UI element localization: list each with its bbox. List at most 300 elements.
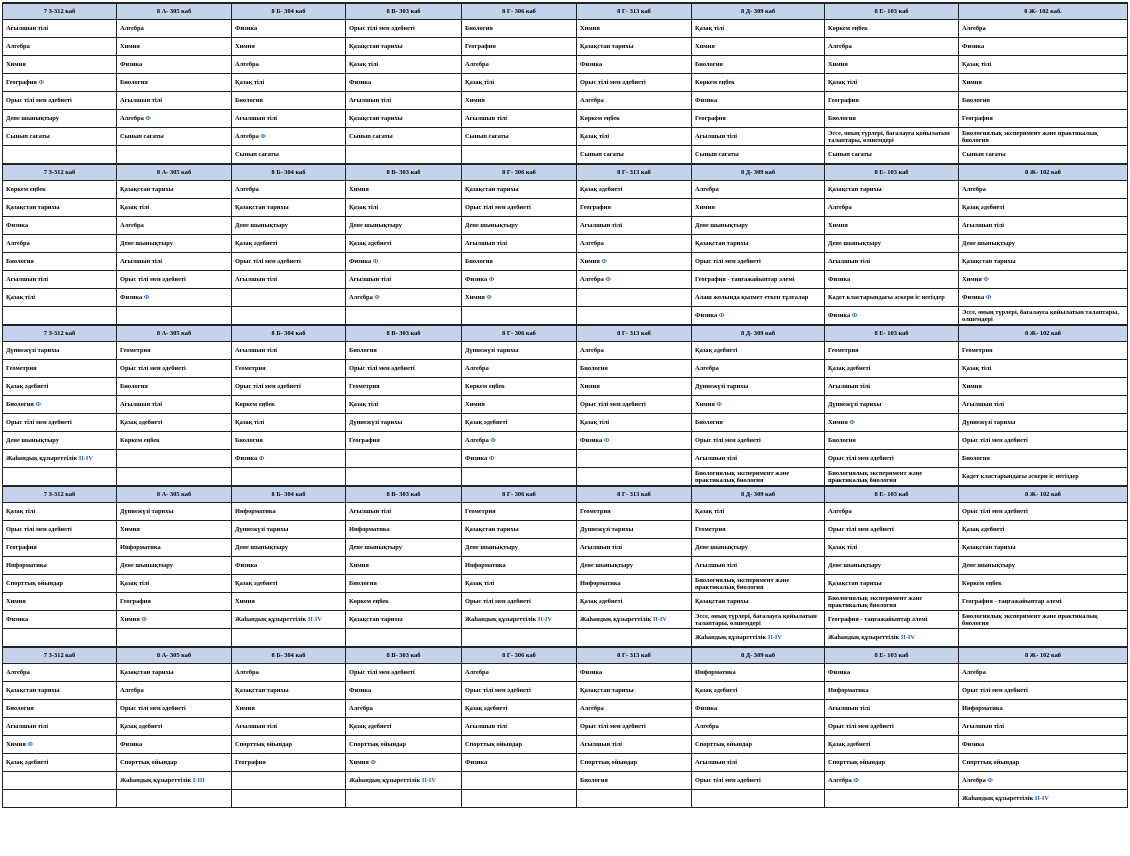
lesson-mark: Ф xyxy=(716,401,722,408)
lesson-row xyxy=(3,664,1128,682)
subject-name: Биология xyxy=(349,580,377,587)
lesson-row xyxy=(3,217,1128,235)
subject-name: Алаш жолында қызмет еткен тұлғалар xyxy=(695,294,809,301)
lesson-cell xyxy=(692,503,825,521)
lesson-row xyxy=(3,611,1128,629)
lesson-mark: Ф xyxy=(849,419,855,426)
lesson-cell xyxy=(959,217,1128,235)
lesson-cell xyxy=(346,146,462,165)
lesson-cell xyxy=(825,128,959,146)
subject-name: Жаһандық құзыреттілік xyxy=(695,634,767,641)
class-header-cell: 8 А- 305 каб xyxy=(117,647,232,664)
subject-name: Алгебра xyxy=(580,276,604,283)
subject-name: География xyxy=(465,43,496,50)
subject-name: Қазақ тілі xyxy=(120,204,150,211)
lesson-cell xyxy=(959,181,1128,199)
subject-name: География xyxy=(580,204,611,211)
subject-name: Қазақ тілі xyxy=(962,365,992,372)
lesson-cell xyxy=(462,772,577,790)
lesson-cell xyxy=(346,38,462,56)
subject-name: Алгебра xyxy=(6,43,30,50)
subject-name: Физика xyxy=(120,741,143,748)
lesson-cell xyxy=(232,378,346,396)
lesson-cell xyxy=(825,468,959,487)
subject-name: Биология xyxy=(580,777,608,784)
subject-name: Алгебра xyxy=(962,777,986,784)
subject-name: Химия xyxy=(6,741,26,748)
lesson-cell xyxy=(117,593,232,611)
lesson-row xyxy=(3,432,1128,450)
subject-name: Дене шынықтыру xyxy=(962,240,1015,247)
lesson-cell xyxy=(577,378,692,396)
lesson-cell xyxy=(577,146,692,165)
lesson-cell xyxy=(117,700,232,718)
subject-name: Ағылшын тілі xyxy=(465,115,508,122)
lesson-cell xyxy=(346,593,462,611)
lesson-mark: Ф xyxy=(488,276,495,283)
lesson-cell xyxy=(462,521,577,539)
subject-name: Алгебра xyxy=(120,222,144,229)
lesson-mark: II-IV xyxy=(307,616,323,623)
subject-name: Қазақстан тарихы xyxy=(962,258,1016,265)
lesson-mark: II-IV xyxy=(537,616,553,623)
lesson-cell xyxy=(577,307,692,326)
subject-name: Ағылшын тілі xyxy=(6,276,49,283)
lesson-cell xyxy=(959,700,1128,718)
lesson-cell xyxy=(825,539,959,557)
subject-name: Химия xyxy=(962,79,982,86)
subject-name: Қазақстан тарихы xyxy=(235,204,289,211)
lesson-cell xyxy=(3,468,117,487)
subject-name: Қазақстан тарихы xyxy=(828,186,882,193)
day-header-row xyxy=(3,647,1128,664)
lesson-row xyxy=(3,253,1128,271)
lesson-cell xyxy=(232,718,346,736)
lesson-cell xyxy=(117,629,232,648)
subject-name: Жаһандық құзыреттілік xyxy=(465,616,537,623)
subject-name: Спорттық ойындар xyxy=(580,759,638,766)
subject-name: Дене шынықтыру xyxy=(580,562,633,569)
lesson-cell xyxy=(577,38,692,56)
subject-name: Қазақстан тарихы xyxy=(465,526,519,533)
lesson-cell xyxy=(959,432,1128,450)
subject-name: Химия xyxy=(695,204,715,211)
subject-name: Ағылшын тілі xyxy=(962,401,1005,408)
lesson-cell xyxy=(462,414,577,432)
subject-name: Орыс тілі мен әдебиеті xyxy=(695,258,761,265)
class-header-cell: 8 А- 305 каб xyxy=(117,325,232,342)
lesson-cell xyxy=(577,253,692,271)
lesson-cell xyxy=(577,790,692,808)
lesson-row xyxy=(3,414,1128,432)
lesson-cell xyxy=(462,539,577,557)
subject-name: Алгебра xyxy=(828,204,852,211)
lesson-cell xyxy=(692,539,825,557)
lesson-cell xyxy=(346,235,462,253)
lesson-cell xyxy=(825,682,959,700)
lesson-cell xyxy=(462,754,577,772)
lesson-cell xyxy=(117,468,232,487)
subject-name: Қазақ әдебиеті xyxy=(695,347,738,354)
subject-name: Ағылшын тілі xyxy=(235,347,278,354)
lesson-cell xyxy=(692,396,825,414)
lesson-cell xyxy=(577,432,692,450)
lesson-cell xyxy=(959,110,1128,128)
lesson-mark: Ф xyxy=(486,294,492,301)
class-header-cell: 8 Е- 103 каб xyxy=(825,647,959,664)
lesson-cell xyxy=(692,360,825,378)
class-header-cell: 8 Г- 306 каб xyxy=(462,325,577,342)
lesson-cell xyxy=(232,790,346,808)
lesson-cell xyxy=(462,360,577,378)
lesson-cell xyxy=(577,539,692,557)
subject-name: Қазақ тілі xyxy=(6,508,36,515)
subject-name: Дүниежүзі тарихы xyxy=(580,526,634,533)
lesson-cell xyxy=(959,593,1128,611)
subject-name: Физика xyxy=(349,79,372,86)
lesson-cell xyxy=(462,432,577,450)
lesson-cell xyxy=(346,378,462,396)
subject-name: Алгебра xyxy=(235,186,259,193)
subject-name: Қазақ тілі xyxy=(580,419,610,426)
lesson-cell xyxy=(232,74,346,92)
subject-name: Сынып сағаты xyxy=(6,133,50,140)
lesson-row xyxy=(3,110,1128,128)
lesson-cell xyxy=(825,396,959,414)
lesson-cell xyxy=(3,128,117,146)
lesson-cell xyxy=(346,432,462,450)
lesson-cell xyxy=(577,414,692,432)
class-header-cell: 8 Ж- 102 каб xyxy=(959,164,1128,181)
lesson-row xyxy=(3,271,1128,289)
lesson-cell xyxy=(825,289,959,307)
lesson-cell xyxy=(959,664,1128,682)
lesson-cell xyxy=(692,629,825,648)
lesson-cell xyxy=(346,611,462,629)
subject-name: География - таңғажайыптар әлемі xyxy=(695,276,795,283)
lesson-cell xyxy=(692,432,825,450)
class-header-cell: 8 Б- 304 каб xyxy=(232,486,346,503)
lesson-cell xyxy=(825,38,959,56)
lesson-cell xyxy=(577,20,692,38)
subject-name: Көркем еңбек xyxy=(6,186,46,193)
lesson-row xyxy=(3,575,1128,593)
lesson-cell xyxy=(117,128,232,146)
lesson-cell xyxy=(232,414,346,432)
lesson-cell xyxy=(577,468,692,487)
lesson-cell xyxy=(346,664,462,682)
class-header-cell: 8 Б- 304 каб xyxy=(232,164,346,181)
lesson-cell xyxy=(117,217,232,235)
lesson-row xyxy=(3,378,1128,396)
lesson-row xyxy=(3,74,1128,92)
lesson-cell xyxy=(959,253,1128,271)
subject-name: Химия xyxy=(962,383,982,390)
class-header-cell: 8 В- 303 каб xyxy=(346,3,462,20)
subject-name: Орыс тілі мен әдебиеті xyxy=(349,25,415,32)
lesson-cell xyxy=(692,754,825,772)
lesson-cell xyxy=(3,20,117,38)
subject-name: Алгебра xyxy=(828,43,852,50)
lesson-mark: Ф xyxy=(601,258,607,265)
lesson-cell xyxy=(346,289,462,307)
lesson-cell xyxy=(462,790,577,808)
lesson-cell xyxy=(232,450,346,468)
subject-name: Қазақ әдебиеті xyxy=(962,204,1005,211)
lesson-row xyxy=(3,503,1128,521)
subject-name: Қазақстан тарихы xyxy=(120,669,174,676)
subject-name: География xyxy=(6,544,37,551)
lesson-cell xyxy=(959,736,1128,754)
lesson-cell xyxy=(117,56,232,74)
subject-name: Орыс тілі мен әдебиеті xyxy=(6,419,72,426)
subject-name: Қазақ әдебиеті xyxy=(828,365,871,372)
lesson-cell xyxy=(825,342,959,360)
subject-name: Қазақ әдебиеті xyxy=(962,526,1005,533)
lesson-cell xyxy=(692,557,825,575)
subject-name: Ағылшын тілі xyxy=(120,401,163,408)
lesson-cell xyxy=(825,790,959,808)
subject-name: Дене шынықтыру xyxy=(120,240,173,247)
lesson-cell xyxy=(117,289,232,307)
subject-name: Физика xyxy=(828,669,851,676)
lesson-cell xyxy=(692,575,825,593)
subject-name: Химия xyxy=(349,759,369,766)
subject-name: Жаһандық құзыреттілік xyxy=(580,616,652,623)
subject-name: Қазақ әдебиеті xyxy=(465,419,508,426)
subject-name: Ағылшын тілі xyxy=(465,240,508,247)
lesson-cell xyxy=(3,181,117,199)
lesson-cell xyxy=(462,217,577,235)
lesson-row xyxy=(3,450,1128,468)
subject-name: Химия xyxy=(349,186,369,193)
subject-name: Биология xyxy=(235,437,263,444)
lesson-cell xyxy=(462,718,577,736)
subject-name: Спорттық ойындар xyxy=(235,741,293,748)
lesson-cell xyxy=(577,235,692,253)
lesson-cell xyxy=(3,307,117,326)
lesson-cell xyxy=(825,575,959,593)
class-header-cell: 8 Д- 309 каб xyxy=(692,164,825,181)
class-header-cell: 8 А- 305 каб xyxy=(117,164,232,181)
subject-name: Информатика xyxy=(120,544,161,551)
class-header-cell: 8 Д- 309 каб xyxy=(692,3,825,20)
lesson-cell xyxy=(3,38,117,56)
subject-name: География xyxy=(120,598,151,605)
lesson-mark: Ф xyxy=(145,115,151,122)
lesson-cell xyxy=(3,700,117,718)
lesson-cell xyxy=(692,611,825,629)
subject-name: Дүниежүзі тарихы xyxy=(349,419,403,426)
subject-name: Дене шынықтыру xyxy=(120,562,173,569)
lesson-row xyxy=(3,790,1128,808)
lesson-cell xyxy=(3,360,117,378)
subject-name: Алгебра xyxy=(695,365,719,372)
lesson-cell xyxy=(117,307,232,326)
lesson-cell xyxy=(3,539,117,557)
lesson-mark: Ф xyxy=(490,437,496,444)
lesson-cell xyxy=(825,92,959,110)
class-header-cell: 7 З-312 каб xyxy=(3,647,117,664)
subject-name: Физика xyxy=(828,312,851,319)
class-header-cell: 8 А- 305 каб xyxy=(117,486,232,503)
subject-name: Жаһандық құзыреттілік xyxy=(828,634,900,641)
lesson-cell xyxy=(825,557,959,575)
lesson-cell xyxy=(825,20,959,38)
subject-name: Химия xyxy=(580,258,600,265)
lesson-cell xyxy=(959,146,1128,165)
lesson-cell xyxy=(3,271,117,289)
lesson-cell xyxy=(232,557,346,575)
subject-name: Дене шынықтыру xyxy=(6,115,59,122)
subject-name: Биологиялық эксперимент және практикалық биология xyxy=(962,129,1098,144)
subject-name: Ағылшын тілі xyxy=(235,723,278,730)
lesson-cell xyxy=(3,593,117,611)
lesson-cell xyxy=(825,217,959,235)
lesson-cell xyxy=(117,199,232,217)
subject-name: Информатика xyxy=(349,526,390,533)
subject-name: Ағылшын тілі xyxy=(6,723,49,730)
subject-name: Биологиялық эксперимент және практикалық биология xyxy=(828,469,923,484)
subject-name: География - таңғажайыптар әлемі xyxy=(962,598,1062,605)
lesson-cell xyxy=(959,307,1128,326)
lesson-cell xyxy=(346,539,462,557)
class-header-cell: 8 Е- 103 каб xyxy=(825,325,959,342)
lesson-cell xyxy=(577,181,692,199)
lesson-mark: Ф xyxy=(27,741,33,748)
subject-name: Информатика xyxy=(235,508,276,515)
lesson-cell xyxy=(346,271,462,289)
lesson-cell xyxy=(346,629,462,648)
lesson-cell xyxy=(692,199,825,217)
lesson-cell xyxy=(346,736,462,754)
lesson-cell xyxy=(346,56,462,74)
lesson-cell xyxy=(3,772,117,790)
subject-name: Жаһандық құзыреттілік xyxy=(349,777,421,784)
lesson-cell xyxy=(346,342,462,360)
lesson-cell xyxy=(232,772,346,790)
subject-name: Спорттық ойындар xyxy=(695,741,753,748)
lesson-cell xyxy=(117,432,232,450)
lesson-cell xyxy=(462,503,577,521)
subject-name: Физика xyxy=(235,455,258,462)
subject-name: Геометрия xyxy=(120,347,151,354)
lesson-cell xyxy=(232,199,346,217)
subject-name: Қазақстан тарихы xyxy=(349,616,403,623)
subject-name: Химия xyxy=(235,705,255,712)
lesson-cell xyxy=(959,539,1128,557)
subject-name: Физика xyxy=(6,222,29,229)
lesson-cell xyxy=(232,664,346,682)
subject-name: Алгебра xyxy=(828,777,852,784)
subject-name: Спорттық ойындар xyxy=(6,580,64,587)
lesson-cell xyxy=(577,56,692,74)
subject-name: География xyxy=(6,79,37,86)
subject-name: Ағылшын тілі xyxy=(120,258,163,265)
lesson-cell xyxy=(959,611,1128,629)
lesson-cell xyxy=(959,271,1128,289)
lesson-cell xyxy=(959,414,1128,432)
lesson-cell xyxy=(577,682,692,700)
class-header-cell: 8 Г- 306 каб xyxy=(462,486,577,503)
subject-name: Қазақ тілі xyxy=(962,61,992,68)
lesson-cell xyxy=(825,414,959,432)
lesson-cell xyxy=(577,271,692,289)
lesson-row xyxy=(3,468,1128,487)
lesson-cell xyxy=(232,754,346,772)
subject-name: Алгебра xyxy=(580,240,604,247)
subject-name: Орыс тілі мен әдебиеті xyxy=(6,97,72,104)
subject-name: Физика xyxy=(695,312,718,319)
lesson-cell xyxy=(346,396,462,414)
lesson-cell xyxy=(577,629,692,648)
lesson-cell xyxy=(117,378,232,396)
lesson-cell xyxy=(232,56,346,74)
subject-name: Алгебра xyxy=(828,508,852,515)
lesson-cell xyxy=(959,199,1128,217)
lesson-cell xyxy=(232,342,346,360)
subject-name: География xyxy=(828,97,859,104)
lesson-cell xyxy=(117,396,232,414)
lesson-cell xyxy=(825,521,959,539)
lesson-cell xyxy=(462,593,577,611)
lesson-cell xyxy=(462,110,577,128)
lesson-cell xyxy=(3,414,117,432)
lesson-cell xyxy=(232,593,346,611)
subject-name: Қазақстан тарихы xyxy=(695,240,749,247)
lesson-cell xyxy=(462,146,577,165)
subject-name: Алгебра xyxy=(580,705,604,712)
lesson-cell xyxy=(232,146,346,165)
subject-name: Информатика xyxy=(6,562,47,569)
lesson-row xyxy=(3,128,1128,146)
lesson-cell xyxy=(959,754,1128,772)
lesson-cell xyxy=(825,181,959,199)
lesson-cell xyxy=(577,503,692,521)
class-header-cell: 8 Д- 309 каб xyxy=(692,647,825,664)
subject-name: Физика xyxy=(235,25,258,32)
lesson-mark: II-IV xyxy=(421,777,437,784)
lesson-cell xyxy=(117,664,232,682)
lesson-cell xyxy=(462,736,577,754)
lesson-cell xyxy=(959,289,1128,307)
subject-name: Сынып сағаты xyxy=(349,133,393,140)
subject-name: Қазақстан тарихы xyxy=(349,115,403,122)
lesson-cell xyxy=(692,772,825,790)
subject-name: Эссе, оның түрлері, бағалауға қойылатын талаптары, өлшемдері xyxy=(695,612,817,627)
lesson-cell xyxy=(117,736,232,754)
subject-name: Орыс тілі мен әдебиеті xyxy=(828,455,894,462)
subject-name: География xyxy=(349,437,380,444)
lesson-cell xyxy=(3,503,117,521)
lesson-row xyxy=(3,593,1128,611)
lesson-cell xyxy=(462,575,577,593)
subject-name: Биологиялық эксперимент және практикалық биология xyxy=(962,612,1098,627)
lesson-cell xyxy=(3,736,117,754)
lesson-mark: Ф xyxy=(258,455,265,462)
lesson-cell xyxy=(117,718,232,736)
lesson-mark: Ф xyxy=(605,276,611,283)
subject-name: Орыс тілі мен әдебиеті xyxy=(235,258,301,265)
lesson-row xyxy=(3,360,1128,378)
lesson-cell xyxy=(692,271,825,289)
lesson-cell xyxy=(3,629,117,648)
lesson-row xyxy=(3,629,1128,648)
subject-name: Биология xyxy=(120,383,148,390)
subject-name: Қазақ әдебиеті xyxy=(695,687,738,694)
subject-name: Қазақстан тарихы xyxy=(349,43,403,50)
lesson-row xyxy=(3,700,1128,718)
